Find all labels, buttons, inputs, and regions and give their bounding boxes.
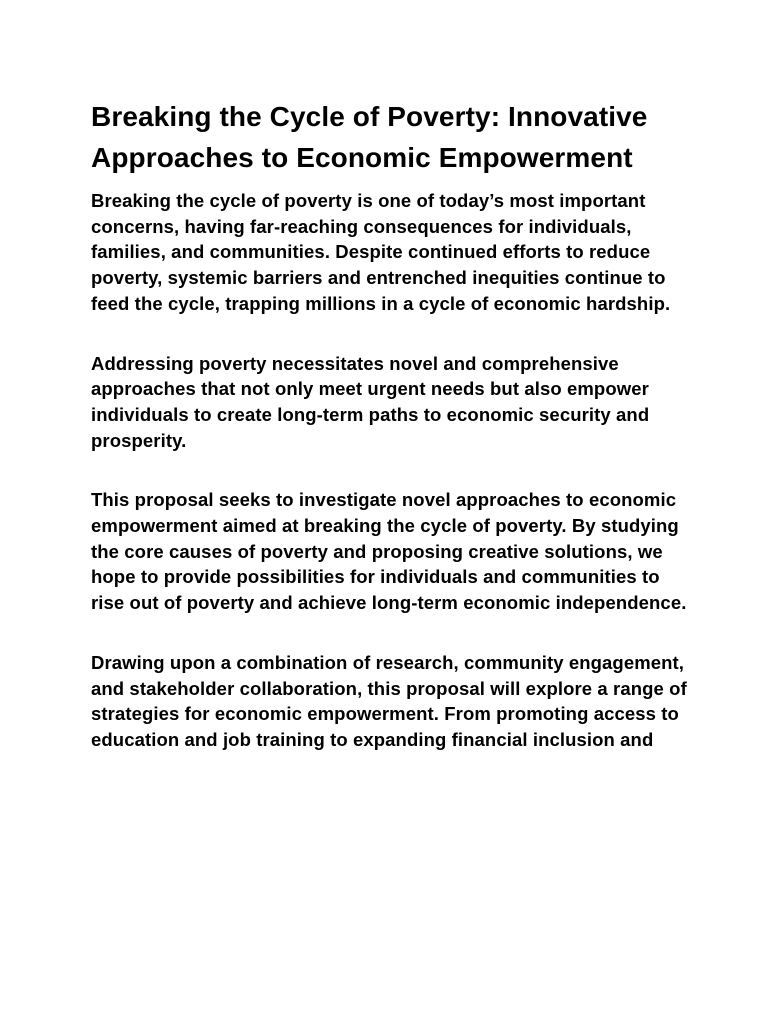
document-page xyxy=(91,96,691,753)
paragraph-3: This proposal seeks to investigate novel approaches to economic empowerment aimed at breaking the cycle of poverty. By studying the core causes of poverty and proposing creative solutions, we hope to provide possibilities for individuals and communities to rise out of poverty and achieve long-term economic independence. xyxy=(91,489,687,614)
paragraph-4: Drawing upon a combination of research, community engagement, and stakeholder collaboration, this proposal will explore a range of strategies for economic empowerment. From promoting access to education and job training to expanding financial inclusion and xyxy=(91,651,687,750)
paragraph-2: Addressing poverty necessitates novel and comprehensive approaches that not only meet urgent needs but also empower individuals to create long-term paths to economic security and prosperity. xyxy=(91,352,650,451)
document-title: Breaking the Cycle of Poverty: Innovative Approaches to Economic Empowerment xyxy=(91,101,648,173)
paragraph-1: Breaking the cycle of poverty is one of today’s most important concerns, having far-reaching consequences for individuals, families, and communities. Despite continued efforts to reduce poverty, systemic barriers and entrenched inequities continue to feed the cycle, trapping millions in a cycle of economic hardship. xyxy=(91,190,671,314)
